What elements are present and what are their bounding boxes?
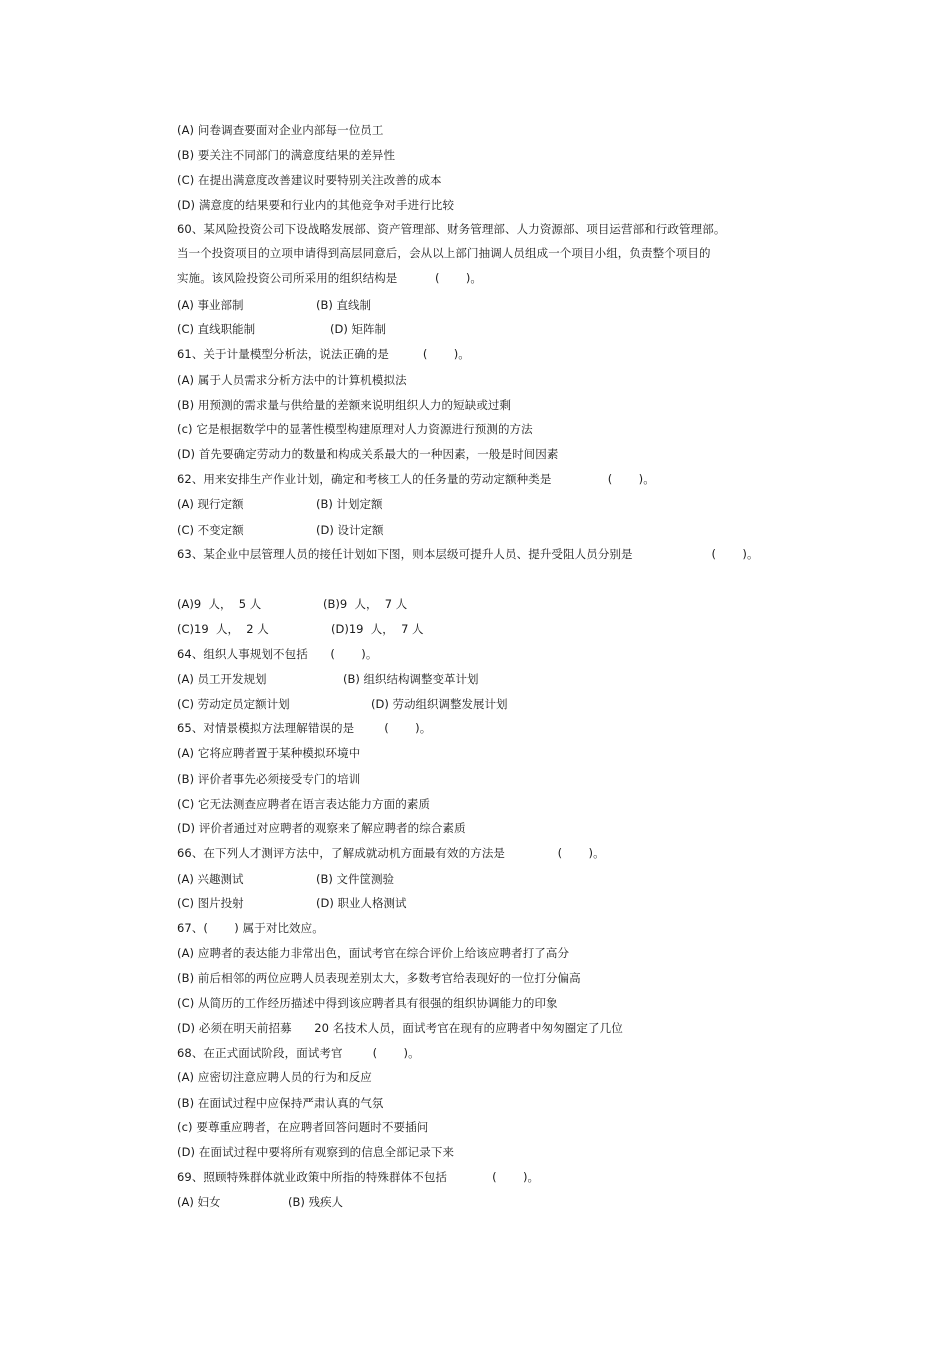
option-b: (B) 残疾人 (288, 1195, 344, 1209)
option-a: (A) 事业部制 (177, 298, 244, 312)
option-line: (c) 它是根据数学中的显著性模型构建原理对人力资源进行预测的方法 (177, 422, 533, 436)
option-line: (A) 应密切注意应聘人员的行为和反应 (177, 1070, 372, 1084)
question-63: 63、某企业中层管理人员的接任计划如下图，则本层级可提升人员、提升受阻人员分别是 ( )。 (177, 547, 759, 561)
option-line: (B) 评价者事先必须接受专门的培训 (177, 772, 361, 786)
option-line: (D) 满意度的结果要和行业内的其他竞争对手进行比较 (177, 198, 455, 212)
option-c: (C) 图片投射 (177, 896, 244, 910)
option-b: (B) 直线制 (316, 298, 372, 312)
option-d: (D) 劳动组织调整发展计划 (371, 697, 508, 711)
option-c: (C)19 人， 2 人 (177, 622, 269, 636)
option-c: (C) 不变定额 (177, 523, 244, 537)
option-c: (C) 直线职能制 (177, 322, 256, 336)
option-a: (A) 妇女 (177, 1195, 221, 1209)
question-69: 69、照顾特殊群体就业政策中所指的特殊群体不包括 ( )。 (177, 1170, 540, 1184)
option-c: (C) 劳动定员定额计划 (177, 697, 290, 711)
option-line: (B) 要关注不同部门的满意度结果的差异性 (177, 148, 396, 162)
option-line: (B) 在面试过程中应保持严肃认真的气氛 (177, 1096, 384, 1110)
option-b: (B)9 人， 7 人 (323, 597, 408, 611)
option-a: (A)9 人， 5 人 (177, 597, 262, 611)
option-a: (A) 现行定额 (177, 497, 244, 511)
option-line: (c) 要尊重应聘者，在应聘者回答问题时不要插问 (177, 1120, 429, 1134)
option-line: (C) 它无法测查应聘者在语言表达能力方面的素质 (177, 797, 431, 811)
question-64: 64、组织人事规划不包括 ( )。 (177, 647, 378, 661)
option-line: (C) 从简历的工作经历描述中得到该应聘者具有很强的组织协调能力的印象 (177, 996, 558, 1010)
option-line: (D) 必须在明天前招募 20 名技术人员，面试考官在现有的应聘者中匆匆圈定了几位 (177, 1021, 623, 1035)
option-d: (D) 矩阵制 (330, 322, 386, 336)
option-b: (B) 组织结构调整变革计划 (343, 672, 479, 686)
question-62: 62、用来安排生产作业计划，确定和考核工人的任务量的劳动定额种类是 ( )。 (177, 472, 655, 486)
option-d: (D)19 人， 7 人 (331, 622, 424, 636)
option-d: (D) 职业人格测试 (316, 896, 407, 910)
question-60-line-1: 60、某风险投资公司下设战略发展部、资产管理部、财务管理部、人力资源部、项目运营部和行政管理部。 (177, 222, 726, 236)
option-a: (A) 员工开发规划 (177, 672, 267, 686)
option-line: (A) 它将应聘者置于某种模拟环境中 (177, 746, 361, 760)
option-line: (C) 在提出满意度改善建议时要特别关注改善的成本 (177, 173, 442, 187)
option-d: (D) 设计定额 (316, 523, 384, 537)
question-65: 65、对情景模拟方法理解错误的是 ( )。 (177, 721, 432, 735)
option-line: (A) 应聘者的表达能力非常出色，面试考官在综合评价上给该应聘者打了高分 (177, 946, 570, 960)
option-line: (D) 评价者通过对应聘者的观察来了解应聘者的综合素质 (177, 821, 466, 835)
question-66: 66、在下列人才测评方法中，了解成就动机方面最有效的方法是 ( )。 (177, 846, 605, 860)
option-b: (B) 文件筐测验 (316, 872, 395, 886)
option-a: (A) 兴趣测试 (177, 872, 244, 886)
question-60-line-3: 实施。该风险投资公司所采用的组织结构是 ( )。 (177, 271, 483, 285)
option-line: (D) 在面试过程中要将所有观察到的信息全部记录下来 (177, 1145, 455, 1159)
question-67: 67、( ) 属于对比效应。 (177, 921, 324, 935)
option-line: (B) 用预测的需求量与供给量的差额来说明组织人力的短缺或过剩 (177, 398, 512, 412)
question-68: 68、在正式面试阶段，面试考官 ( )。 (177, 1046, 420, 1060)
question-60-line-2: 当一个投资项目的立项申请得到高层同意后，会从以上部门抽调人员组成一个项目小组，负责整个项目的 (177, 246, 711, 260)
question-61: 61、关于计量模型分析法，说法正确的是 ( )。 (177, 347, 470, 361)
option-line: (A) 问卷调查要面对企业内部每一位员工 (177, 123, 384, 137)
option-line: (B) 前后相邻的两位应聘人员表现差别太大，多数考官给表现好的一位打分偏高 (177, 971, 581, 985)
option-line: (A) 属于人员需求分析方法中的计算机模拟法 (177, 373, 407, 387)
option-b: (B) 计划定额 (316, 497, 383, 511)
option-line: (D) 首先要确定劳动力的数量和构成关系最大的一种因素，一般是时间因素 (177, 447, 559, 461)
